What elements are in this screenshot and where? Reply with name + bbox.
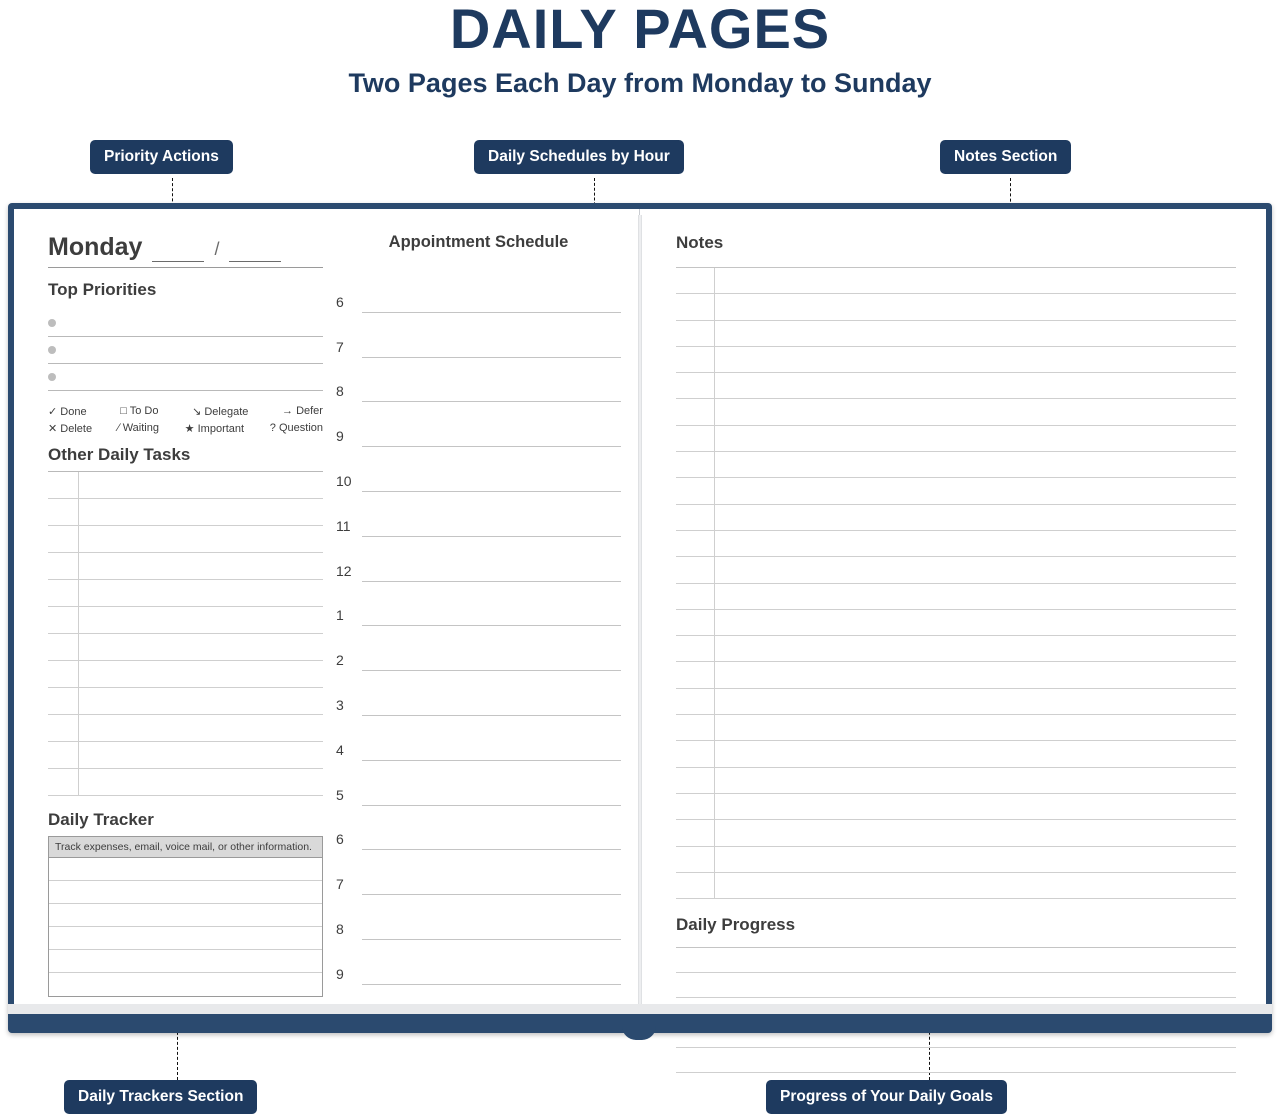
hour-label: 7	[336, 876, 344, 893]
hour-line	[362, 805, 621, 806]
hour-line	[362, 939, 621, 940]
note-line[interactable]	[676, 610, 1236, 636]
progress-line[interactable]	[676, 1048, 1236, 1073]
note-line[interactable]	[676, 847, 1236, 873]
hour-line	[362, 401, 621, 402]
hour-row[interactable]	[336, 806, 621, 851]
hour-label: 10	[336, 472, 352, 489]
daily-tracker-heading: Daily Tracker	[48, 810, 154, 829]
tracker-row[interactable]	[49, 973, 322, 996]
legend-label: Question	[278, 422, 323, 434]
bullet-icon	[48, 346, 56, 354]
hour-row[interactable]	[336, 358, 621, 403]
legend-row-2	[48, 422, 323, 435]
other-tasks-grid	[48, 471, 323, 796]
hour-label: 1	[336, 607, 344, 624]
callout-daily-schedules: Daily Schedules by Hour	[474, 140, 684, 174]
book-spine	[638, 215, 642, 1021]
appointment-schedule	[336, 233, 621, 985]
task-row[interactable]	[48, 661, 323, 688]
hour-line	[362, 984, 621, 985]
task-row[interactable]	[48, 715, 323, 742]
note-line[interactable]	[676, 584, 1236, 610]
legend-label: Important	[197, 423, 245, 435]
note-line[interactable]	[676, 741, 1236, 767]
planner-left-page	[14, 209, 640, 1015]
legend-item-delegate	[192, 405, 248, 418]
planner-book	[8, 203, 1272, 1033]
square-icon: □	[120, 405, 127, 417]
hour-label: 9	[336, 965, 344, 982]
hour-row[interactable]	[336, 492, 621, 537]
note-line[interactable]	[676, 689, 1236, 715]
page-subtitle: Two Pages Each Day from Monday to Sunday	[348, 68, 932, 98]
hour-row[interactable]	[336, 761, 621, 806]
hour-line	[362, 625, 621, 626]
bullet-icon	[48, 319, 56, 327]
hour-row[interactable]	[336, 537, 621, 582]
legend-label: To Do	[129, 405, 159, 417]
note-line[interactable]	[676, 452, 1236, 478]
note-line[interactable]	[676, 399, 1236, 425]
hour-row[interactable]	[336, 716, 621, 761]
note-line[interactable]	[676, 505, 1236, 531]
arrow-right-icon: →	[282, 405, 293, 417]
progress-line[interactable]	[676, 948, 1236, 973]
tracker-row[interactable]	[49, 858, 322, 881]
legend-item-defer	[282, 405, 323, 418]
note-line[interactable]	[676, 531, 1236, 557]
legend-label: Done	[60, 406, 87, 418]
task-row[interactable]	[48, 553, 323, 580]
tracker-row[interactable]	[49, 904, 322, 927]
hour-row[interactable]	[336, 447, 621, 492]
note-line[interactable]	[676, 873, 1236, 899]
right-page-content	[676, 233, 1236, 1073]
hour-row[interactable]	[336, 582, 621, 627]
hour-row[interactable]	[336, 626, 621, 671]
task-row[interactable]	[48, 472, 323, 499]
hour-label: 3	[336, 696, 344, 713]
check-icon: ✓	[48, 406, 58, 418]
task-symbol-legend	[48, 405, 323, 435]
question-icon: ?	[269, 422, 276, 434]
note-line[interactable]	[676, 478, 1236, 504]
task-row[interactable]	[48, 688, 323, 715]
hour-line	[362, 849, 621, 850]
page-title: DAILY PAGES	[449, 0, 831, 60]
note-line[interactable]	[676, 268, 1236, 294]
hour-label: 9	[336, 428, 344, 445]
hour-line	[362, 357, 621, 358]
hour-label: 11	[336, 517, 351, 534]
hour-line	[362, 670, 621, 671]
task-row[interactable]	[48, 526, 323, 553]
other-daily-tasks	[48, 445, 323, 796]
note-line[interactable]	[676, 636, 1236, 662]
hour-label: 6	[336, 293, 344, 310]
hour-row[interactable]	[336, 895, 621, 940]
hour-line	[362, 581, 621, 582]
tracker-row[interactable]	[49, 950, 322, 973]
legend-item-done	[48, 405, 87, 418]
day-name: Monday	[48, 233, 143, 261]
top-priorities-list	[48, 310, 323, 391]
hour-label: 2	[336, 652, 344, 669]
slash-icon: ∕	[117, 422, 120, 434]
hour-label: 12	[336, 562, 352, 579]
hour-label: 7	[336, 338, 344, 355]
priority-row[interactable]	[48, 310, 323, 337]
note-line[interactable]	[676, 794, 1236, 820]
top-priorities-heading: Top Priorities	[48, 280, 157, 299]
legend-item-important	[185, 422, 244, 435]
note-line[interactable]	[676, 347, 1236, 373]
note-line[interactable]	[676, 662, 1236, 688]
callout-notes-section: Notes Section	[940, 140, 1071, 174]
progress-line[interactable]	[676, 973, 1236, 998]
callout-daily-trackers: Daily Trackers Section	[64, 1080, 257, 1114]
task-row[interactable]	[48, 499, 323, 526]
notes-lines	[676, 267, 1236, 899]
legend-item-question	[270, 422, 323, 435]
date-separator: /	[214, 239, 220, 259]
date-blank-month[interactable]	[152, 242, 204, 262]
hour-row[interactable]	[336, 402, 621, 447]
legend-row-1	[48, 405, 323, 418]
planner-right-page	[640, 209, 1266, 1015]
hour-line	[362, 536, 621, 537]
notes-margin-rule	[714, 268, 715, 899]
legend-item-delete	[48, 422, 92, 435]
legend-label: Delete	[60, 423, 93, 435]
note-line[interactable]	[676, 768, 1236, 794]
day-underline	[48, 267, 323, 268]
priority-row[interactable]	[48, 337, 323, 364]
book-spine-notch	[622, 1026, 656, 1040]
note-line[interactable]	[676, 820, 1236, 846]
planner-spread	[14, 209, 1266, 1015]
tracker-row[interactable]	[49, 881, 322, 904]
task-row[interactable]	[48, 634, 323, 661]
appointment-schedule-title: Appointment Schedule	[388, 233, 569, 251]
hour-row[interactable]	[336, 940, 621, 985]
legend-label: Waiting	[122, 422, 159, 434]
hour-label: 6	[336, 831, 344, 848]
daily-tracker	[48, 810, 323, 997]
hour-line	[362, 446, 621, 447]
hour-label: 8	[336, 920, 344, 937]
task-row[interactable]	[48, 769, 323, 796]
callout-priority-actions: Priority Actions	[90, 140, 233, 174]
hour-label: 5	[336, 786, 344, 803]
note-line[interactable]	[676, 294, 1236, 320]
notes-heading: Notes	[676, 233, 724, 252]
date-blank-day[interactable]	[229, 242, 281, 262]
other-tasks-heading: Other Daily Tasks	[48, 445, 191, 464]
legend-item-todo	[120, 405, 158, 418]
tasks-column-divider	[78, 472, 79, 796]
note-line[interactable]	[676, 557, 1236, 583]
hour-row[interactable]	[336, 268, 621, 313]
tracker-hint-text: Track expenses, email, voice mail, or other information.	[49, 837, 322, 858]
hour-row[interactable]	[336, 671, 621, 716]
note-line[interactable]	[676, 321, 1236, 347]
legend-label: Delegate	[204, 406, 249, 418]
hour-row[interactable]	[336, 850, 621, 895]
daily-progress-heading: Daily Progress	[676, 915, 796, 935]
arrow-down-right-icon: ↘	[192, 406, 202, 418]
tracker-row[interactable]	[49, 927, 322, 950]
daily-tracker-box	[48, 836, 323, 997]
legend-item-waiting	[118, 422, 159, 435]
hour-label: 4	[336, 741, 344, 758]
hour-label: 8	[336, 383, 344, 400]
hour-line	[362, 894, 621, 895]
task-row[interactable]	[48, 607, 323, 634]
legend-label: Defer	[296, 405, 323, 417]
note-line[interactable]	[676, 373, 1236, 399]
note-line[interactable]	[676, 715, 1236, 741]
hour-line	[362, 491, 621, 492]
cross-icon: ✕	[48, 423, 58, 435]
hour-line	[362, 715, 621, 716]
callout-daily-goals: Progress of Your Daily Goals	[766, 1080, 1007, 1114]
hour-row[interactable]	[336, 313, 621, 358]
task-row[interactable]	[48, 742, 323, 769]
hour-line	[362, 760, 621, 761]
star-icon: ★	[184, 423, 195, 435]
hour-line	[362, 312, 621, 313]
note-line[interactable]	[676, 426, 1236, 452]
bullet-icon	[48, 373, 56, 381]
task-row[interactable]	[48, 580, 323, 607]
priority-row[interactable]	[48, 364, 323, 391]
